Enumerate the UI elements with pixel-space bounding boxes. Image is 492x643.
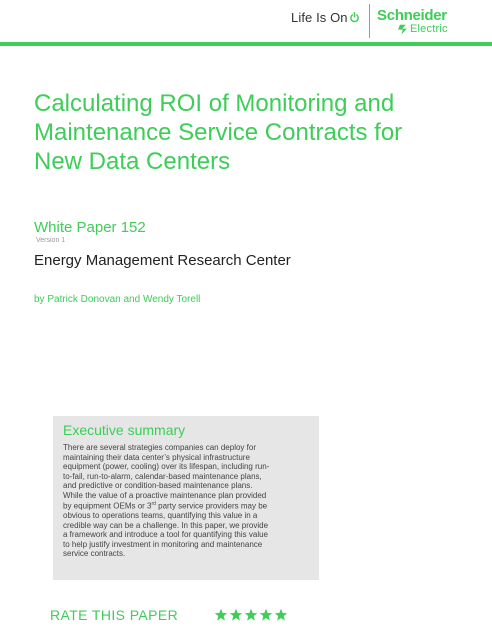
brand-tagline — [291, 10, 360, 25]
summary-line: to help justify investment in monitoring and maintenance — [63, 539, 263, 549]
header-bar — [0, 42, 492, 46]
brand-divider — [369, 4, 370, 38]
executive-summary-box — [53, 416, 319, 580]
star-icon[interactable] — [229, 608, 243, 622]
logo-name: Schneider — [377, 7, 447, 24]
star-icon[interactable] — [274, 608, 288, 622]
rate-paper-label[interactable]: RATE THIS PAPER — [50, 607, 179, 623]
rating-stars[interactable] — [214, 608, 288, 622]
document-title-line: Calculating ROI of Monitoring and — [34, 90, 395, 117]
summary-line: to-fail, run-to-alarm, calendar-based maintenance plans, — [63, 471, 262, 481]
authors: by Patrick Donovan and Wendy Torell — [34, 294, 201, 305]
summary-line: obvious to operations teams, quantifying this value in a — [63, 511, 258, 521]
summary-body — [63, 443, 309, 559]
star-icon[interactable] — [259, 608, 273, 622]
document-title — [34, 89, 474, 176]
logo-sub: Electric — [410, 23, 448, 35]
document-title-line: Maintenance Service Contracts for — [34, 119, 403, 146]
summary-line: credible way can be a challenge. In this paper, we provide — [63, 520, 269, 530]
summary-line: by equipment OEMs or 3rd party service providers may be — [63, 501, 268, 511]
summary-line: a framework and introduce a tool for quantifying this value — [63, 530, 269, 540]
research-center: Energy Management Research Center — [34, 252, 291, 269]
star-icon[interactable] — [214, 608, 228, 622]
star-icon[interactable] — [244, 608, 258, 622]
summary-line: equipment (power, cooling) over its lifespan, including run- — [63, 462, 270, 471]
summary-line: maintaining their data center’s physical infrastructure — [63, 452, 250, 462]
power-on-icon — [349, 12, 360, 23]
summary-line: service contracts. — [63, 549, 126, 559]
summary-heading: Executive summary — [63, 422, 186, 438]
summary-line: While the value of a proactive maintenance plan provided — [63, 490, 267, 500]
document-type: White Paper 152 — [34, 219, 146, 236]
summary-line: There are several strategies companies can deploy for — [63, 443, 256, 452]
document-version: Version 1 — [36, 237, 66, 244]
document-title-line: New Data Centers — [34, 148, 231, 175]
summary-line: and predictive or condition-based maintenance plans. — [63, 481, 253, 490]
brand-tagline-text: Life Is On — [291, 10, 348, 25]
schneider-logo-mark — [397, 24, 408, 35]
schneider-electric-logo — [377, 7, 487, 37]
